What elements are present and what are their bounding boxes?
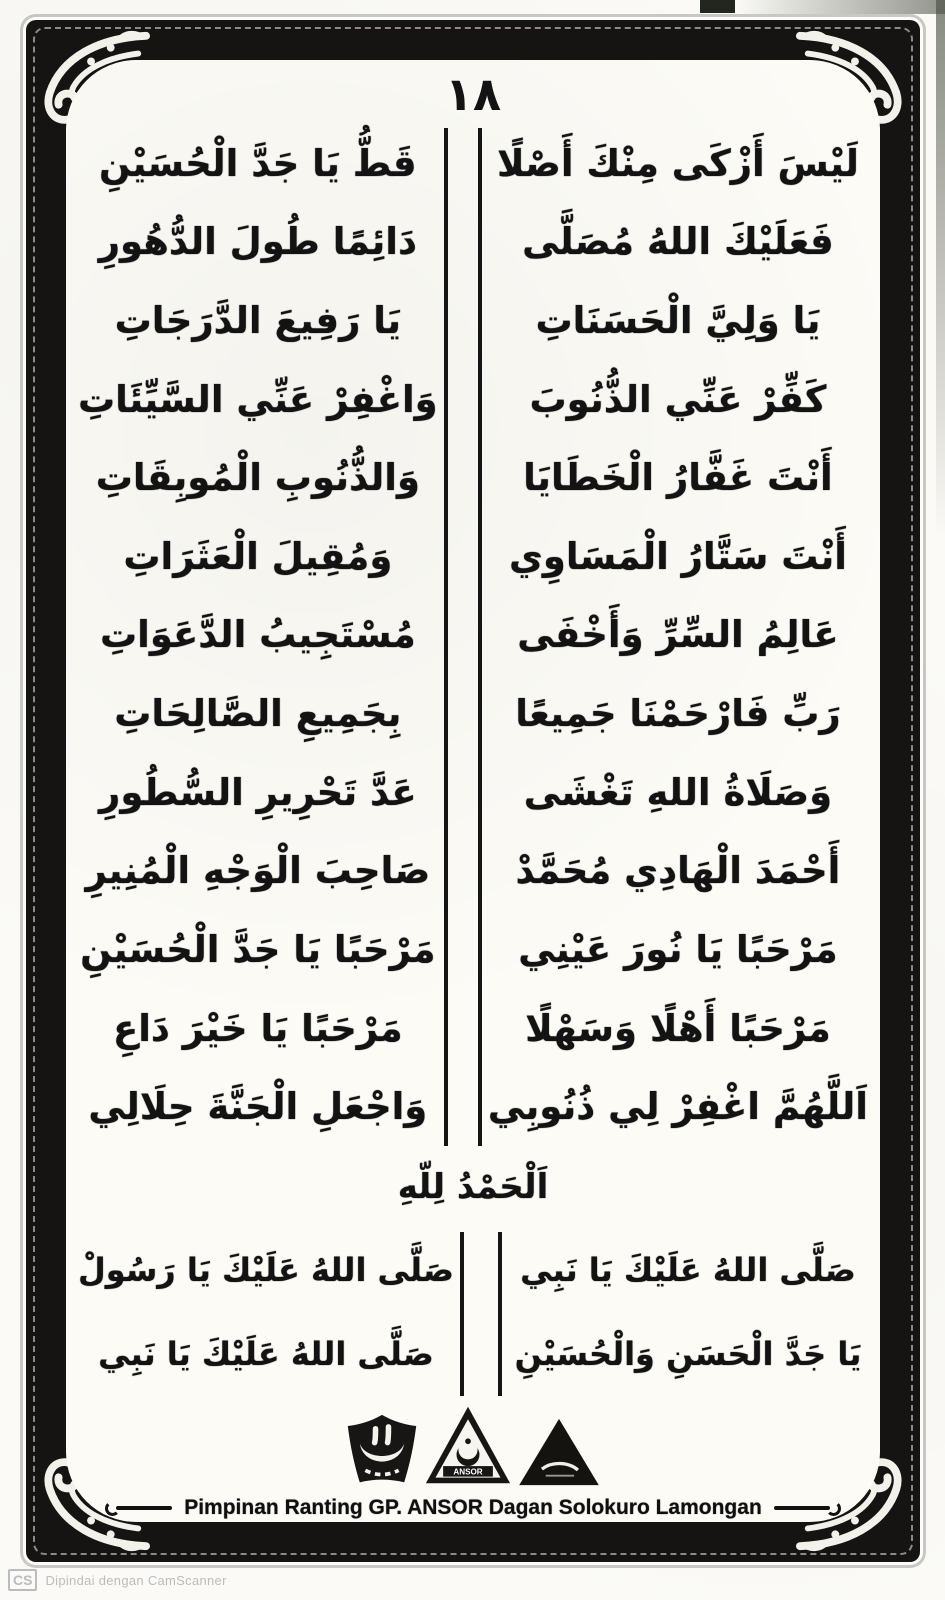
verse-line: وَاغْفِرْ عَنِّي السَّيِّئَاتِ <box>78 377 438 421</box>
scan-artifact <box>700 0 735 13</box>
verse-line: صَلَّى اللهُ عَلَيْكَ يَا رَسُولْ <box>78 1251 454 1289</box>
verse-line: دَائِمًا طُولَ الدُّهُورِ <box>98 220 417 264</box>
camscanner-watermark <box>8 1567 227 1593</box>
page-content <box>66 60 880 1522</box>
pentagon-badge-logo-icon <box>345 1412 419 1488</box>
verse-line: يَا وَلِيَّ الْحَسَنَاتِ <box>535 299 821 343</box>
verse-line: مَرْحَبًا أَهْلًا وَسَهْلًا <box>525 1006 831 1050</box>
verse-line: صَلَّى اللهُ عَلَيْكَ يَا نَبِي <box>98 1335 434 1373</box>
scan-edge-shadow-top <box>735 0 945 14</box>
organization-logos <box>66 1402 880 1488</box>
verse-line: أَحْمَدَ الْهَادِي مُحَمَّدْ <box>515 849 841 893</box>
right-column <box>484 124 872 1146</box>
solid-triangle-logo-icon <box>517 1416 601 1488</box>
hamdala-center-line: اَلْحَمْدُ لِلّهِ <box>397 1167 549 1207</box>
verse-line: أَنْتَ غَفَّارُ الْخَطَايَا <box>523 456 833 500</box>
ansor-triangle-logo-icon <box>424 1404 512 1488</box>
verse-line: قَطُّ يَا جَدَّ الْحُسَيْنِ <box>99 141 417 185</box>
verse-line: مَرْحَبًا يَا جَدَّ الْحُسَيْنِ <box>80 927 436 971</box>
closing-verse-columns <box>74 1228 872 1396</box>
verse-line: لَيْسَ أَزْكَى مِنْكَ أَصْلًا <box>497 141 859 185</box>
footer-caption-row <box>66 1492 880 1524</box>
footer-caption: Pimpinan Ranting GP. ANSOR Dagan Solokuro Lamongan <box>184 1496 762 1519</box>
verse-line: وَالذُّنُوبِ الْمُوبِقَاتِ <box>95 456 420 500</box>
left-column-bottom <box>74 1228 458 1396</box>
camscanner-badge: CS <box>8 1569 37 1591</box>
left-column <box>74 124 442 1146</box>
verse-line: أَنْتَ سَتَّارُ الْمَسَاوِي <box>508 534 847 578</box>
verse-line: وَصَلَاةُ اللهِ تَغْشَى <box>523 770 833 814</box>
ornamental-border-frame <box>26 20 920 1562</box>
verse-line: فَعَلَيْكَ اللهُ مُصَلَّى <box>522 220 834 264</box>
verse-line: بِجَمِيعِ الصَّالِحَاتِ <box>114 692 402 736</box>
verse-line: وَاجْعَلِ الْجَنَّةَ حِلَالِي <box>88 1085 428 1129</box>
verse-line: رَبِّ فَارْحَمْنَا جَمِيعًا <box>515 692 841 736</box>
verse-line: عَالِمُ السِّرِّ وَأَخْفَى <box>517 613 839 657</box>
verse-line: عَدَّ تَحْرِيرِ السُّطُورِ <box>99 770 417 814</box>
verse-line: مُسْتَجِيبُ الدَّعَوَاتِ <box>99 613 416 657</box>
flourish-right <box>774 1506 830 1510</box>
verse-line: اَللَّهُمَّ اغْفِرْ لِي ذُنُوبِي <box>487 1085 868 1129</box>
verse-line: يَا جَدَّ الْحَسَنِ وَالْحُسَيْنِ <box>514 1335 862 1373</box>
camscanner-text: Dipindai dengan CamScanner <box>45 1572 227 1588</box>
verse-line: كَفِّرْ عَنِّي الذُّنُوبَ <box>529 377 827 421</box>
verse-line: مَرْحَبًا يَا خَيْرَ دَاعِ <box>112 1006 403 1050</box>
scan-edge-shadow-right <box>936 0 945 540</box>
flourish-left <box>116 1506 172 1510</box>
verse-line: صَلَّى اللهُ عَلَيْكَ يَا نَبِي <box>520 1251 856 1289</box>
verse-line: مَرْحَبًا يَا نُورَ عَيْنِي <box>518 927 838 971</box>
verse-line: وَمُقِيلَ الْعَثَرَاتِ <box>123 534 393 578</box>
column-divider-rule <box>444 128 482 1146</box>
ansor-logo-label: ANSOR <box>453 1467 483 1477</box>
column-divider-rule <box>460 1232 502 1396</box>
page-number: ١٨ <box>444 67 502 121</box>
verse-line: صَاحِبَ الْوَجْهِ الْمُنِيرِ <box>85 849 431 893</box>
verse-line: يَا رَفِيعَ الدَّرَجَاتِ <box>114 299 402 343</box>
right-column-bottom <box>504 1228 872 1396</box>
main-verse-columns <box>74 124 872 1146</box>
